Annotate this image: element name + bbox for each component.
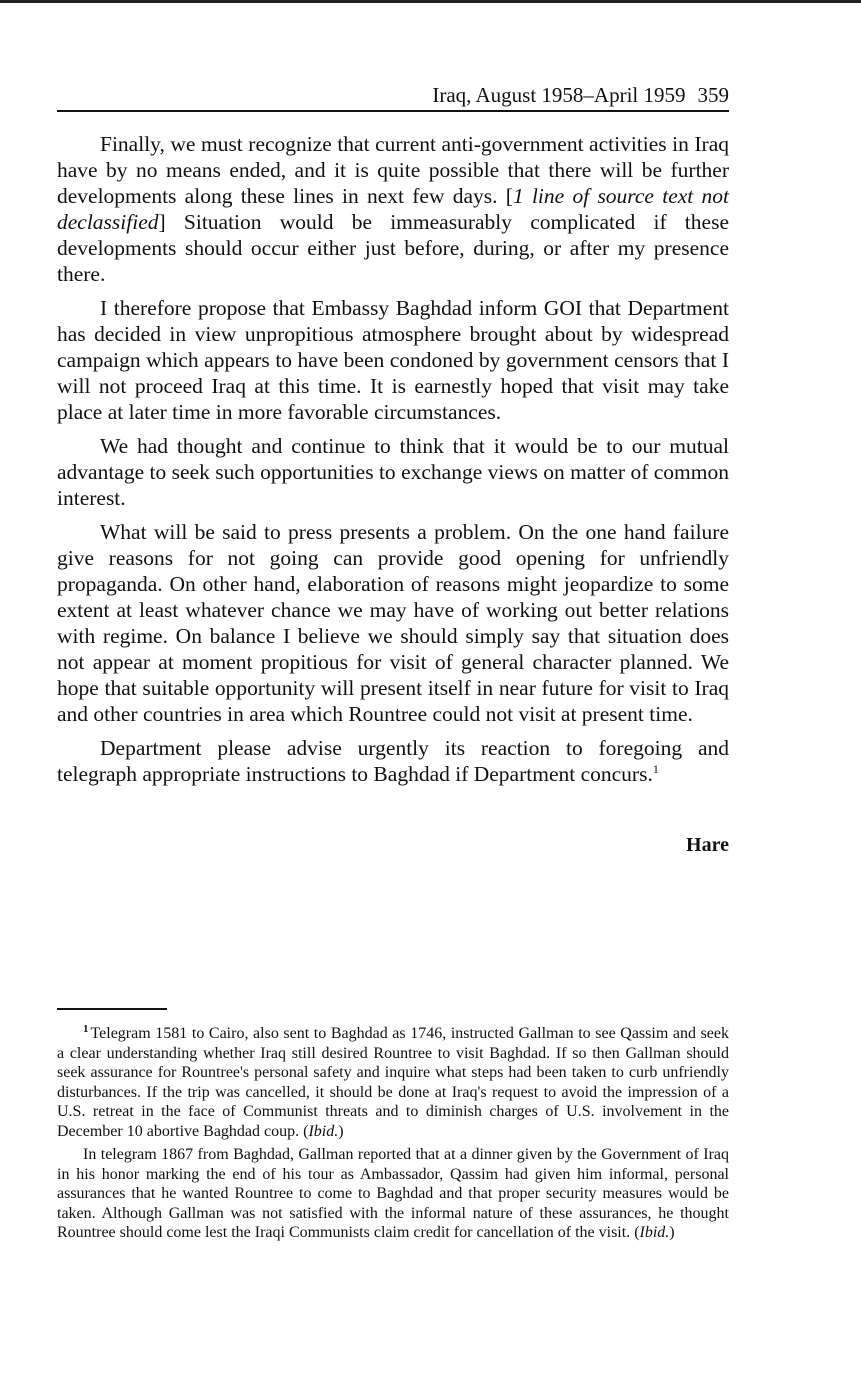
signature: Hare [686,834,729,856]
footnote-2-text: In telegram 1867 from Baghdad, Gallman reported that at a dinner given by the Government of Iraq in his honor marking the end of his tour as Ambassador, Qassim had given him informal, personal assurances that he wanted Rountree to come to Baghdad and that proper security measures would be taken. Although Gallman was not satisfied with the informal nature of these assurances, he thought Rountree should come lest the Iraqi Communists claim credit for cancellation of the visit. ( [57,1146,729,1241]
paragraph-1-text-a: Finally, we must recognize that current anti-government activities in Iraq have by no means ended, and it is quite possible that there will be further developments along these lines in next few days. [ [57,132,729,208]
footnotes [57,1024,729,1247]
footnote-1-text: Telegram 1581 to Cairo, also sent to Baghdad as 1746, instructed Gallman to see Qassim and seek a clear understanding whether Iraq still desired Rountree to visit Baghdad. If so then Gallman should seek assurance for Rountree's personal safety and inquire what steps had been taken to curb unfriendly disturbances. If the trip was cancelled, it should be done at Iraq's request to avoid the impression of a U.S. retreat in the face of Communist threats and to diminish charges of U.S. involvement in the December 10 abortive Baghdad coup. ( [57,1025,729,1140]
paragraph-1-text-b: ] Situation would be immeasurably complicated if these developments should occur either just before, during, or after my presence there. [57,210,729,286]
footnote-reference-1: 1 [652,762,659,776]
footnote-1-continued [57,1145,729,1243]
footnote-2-close: ) [669,1224,675,1241]
running-header [57,82,729,112]
footnote-divider [57,1008,167,1010]
footnote-2-ibid: Ibid. [639,1224,670,1241]
footnote-1-marker: 1 [83,1023,89,1035]
running-header-title: Iraq, August 1958–April 1959 [432,83,686,107]
page-top-edge [0,0,861,3]
footnote-1 [57,1024,729,1141]
footnote-1-close: ) [338,1122,344,1140]
document-body [57,131,729,795]
paragraph-2: I therefore propose that Embassy Baghdad inform GOI that Department has decided in view unpropitious atmosphere brought about by widespread campaign which appears to have been condoned by government censors that I will not proceed Iraq at this time. It is earnestly hoped that visit may take place at later time in more favorable circumstances. [57,296,729,424]
paragraph-3: We had thought and continue to think that it would be to our mutual advantage to seek such opportunities to exchange views on matter of common interest. [57,434,729,510]
paragraph-4: What will be said to press presents a problem. On the one hand failure give reasons for not going can provide good opening for unfriendly propaganda. On other hand, elaboration of reasons might jeopardize to some extent at least whatever chance we may have of working out better relations with regime. On balance I believe we should simply say that situation does not appear at moment propitious for visit of general character planned. We hope that suitable opportunity will present itself in near future for visit to Iraq and other countries in area which Rountree could not visit at present time. [57,520,729,726]
paragraph-5 [57,735,729,787]
footnote-1-ibid: Ibid. [308,1122,339,1140]
paragraph-1 [57,131,729,287]
page-number: 359 [697,83,729,107]
editorial-note: 1 line of source text not declassified [57,184,729,234]
paragraph-5-text: Department please advise urgently its reaction to foregoing and telegraph appropriate instructions to Baghdad if Department concurs. [57,736,729,786]
